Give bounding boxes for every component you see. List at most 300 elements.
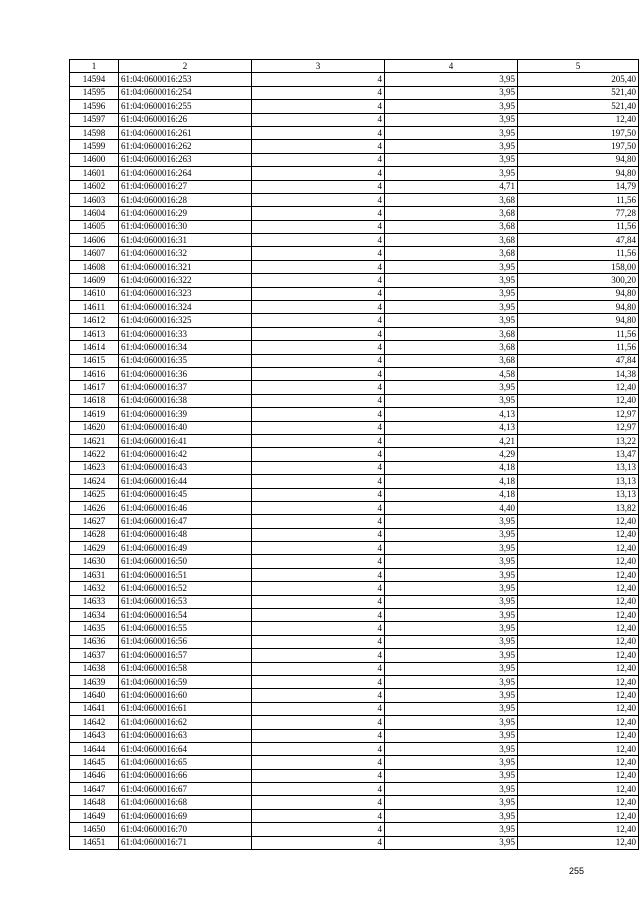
- column-5-cell: 12,40: [518, 809, 639, 822]
- cadastral-number-cell: 61:04:0600016:67: [119, 783, 252, 796]
- cadastral-number-cell: 61:04:0600016:35: [119, 354, 252, 367]
- cadastral-number-cell: 61:04:0600016:64: [119, 742, 252, 755]
- table-row: [70, 702, 639, 715]
- row-number-cell: 14647: [70, 783, 119, 796]
- column-5-cell: 12,40: [518, 716, 639, 729]
- column-3-cell: 4: [252, 609, 385, 622]
- column-3-cell: 4: [252, 756, 385, 769]
- column-4-cell: 3,95: [385, 568, 518, 581]
- column-3-cell: 4: [252, 207, 385, 220]
- column-4-cell: 3,95: [385, 742, 518, 755]
- column-3-cell: 4: [252, 542, 385, 555]
- column-4-cell: 3,95: [385, 542, 518, 555]
- column-5-cell: 13,13: [518, 461, 639, 474]
- row-number-cell: 14596: [70, 100, 119, 113]
- column-5-cell: 12,40: [518, 689, 639, 702]
- column-5-cell: 12,40: [518, 756, 639, 769]
- row-number-cell: 14603: [70, 193, 119, 206]
- column-3-cell: 4: [252, 675, 385, 688]
- column-3-cell: 4: [252, 595, 385, 608]
- row-number-cell: 14639: [70, 675, 119, 688]
- column-header-2: 2: [119, 60, 252, 73]
- table-row: [70, 461, 639, 474]
- table-row: [70, 488, 639, 501]
- cadastral-number-cell: 61:04:0600016:30: [119, 220, 252, 233]
- cadastral-number-cell: 61:04:0600016:63: [119, 729, 252, 742]
- table-row: [70, 408, 639, 421]
- cadastral-number-cell: 61:04:0600016:70: [119, 823, 252, 836]
- column-4-cell: 3,95: [385, 555, 518, 568]
- column-5-cell: 13,13: [518, 488, 639, 501]
- table-row: [70, 675, 639, 688]
- row-number-cell: 14599: [70, 140, 119, 153]
- column-3-cell: 4: [252, 193, 385, 206]
- column-3-cell: 4: [252, 260, 385, 273]
- column-3-cell: 4: [252, 783, 385, 796]
- cadastral-number-cell: 61:04:0600016:253: [119, 73, 252, 86]
- column-header-3: 3: [252, 60, 385, 73]
- column-5-cell: 300,20: [518, 274, 639, 287]
- column-5-cell: 47,84: [518, 234, 639, 247]
- column-4-cell: 3,95: [385, 301, 518, 314]
- table-row: [70, 475, 639, 488]
- column-4-cell: 3,95: [385, 274, 518, 287]
- column-4-cell: 3,95: [385, 729, 518, 742]
- column-5-cell: 11,56: [518, 220, 639, 233]
- cadastral-number-cell: 61:04:0600016:262: [119, 140, 252, 153]
- column-3-cell: 4: [252, 635, 385, 648]
- table-row: [70, 167, 639, 180]
- row-number-cell: 14609: [70, 274, 119, 287]
- row-number-cell: 14622: [70, 448, 119, 461]
- cadastral-number-cell: 61:04:0600016:325: [119, 314, 252, 327]
- column-5-cell: 94,80: [518, 314, 639, 327]
- column-4-cell: 3,95: [385, 689, 518, 702]
- table-row: [70, 234, 639, 247]
- column-4-cell: 3,95: [385, 167, 518, 180]
- cadastral-number-cell: 61:04:0600016:34: [119, 341, 252, 354]
- cadastral-number-cell: 61:04:0600016:68: [119, 796, 252, 809]
- row-number-cell: 14630: [70, 555, 119, 568]
- column-4-cell: 4,13: [385, 408, 518, 421]
- column-5-cell: 11,56: [518, 247, 639, 260]
- table-row: [70, 434, 639, 447]
- cadastral-number-cell: 61:04:0600016:55: [119, 622, 252, 635]
- column-4-cell: 3,68: [385, 234, 518, 247]
- column-4-cell: 3,95: [385, 716, 518, 729]
- cadastral-number-cell: 61:04:0600016:50: [119, 555, 252, 568]
- column-3-cell: 4: [252, 274, 385, 287]
- column-5-cell: 12,40: [518, 595, 639, 608]
- cadastral-number-cell: 61:04:0600016:41: [119, 434, 252, 447]
- cadastral-number-cell: 61:04:0600016:48: [119, 528, 252, 541]
- row-number-cell: 14604: [70, 207, 119, 220]
- table-header-row: [70, 60, 639, 73]
- column-4-cell: 4,13: [385, 421, 518, 434]
- column-5-cell: 12,40: [518, 542, 639, 555]
- table-row: [70, 113, 639, 126]
- column-5-cell: 13,13: [518, 475, 639, 488]
- row-number-cell: 14645: [70, 756, 119, 769]
- cadastral-number-cell: 61:04:0600016:28: [119, 193, 252, 206]
- column-5-cell: 12,97: [518, 408, 639, 421]
- column-header-5: 5: [518, 60, 639, 73]
- column-4-cell: 3,95: [385, 515, 518, 528]
- column-header-1: 1: [70, 60, 119, 73]
- row-number-cell: 14632: [70, 582, 119, 595]
- column-3-cell: 4: [252, 153, 385, 166]
- column-5-cell: 12,40: [518, 609, 639, 622]
- column-4-cell: 3,95: [385, 675, 518, 688]
- row-number-cell: 14631: [70, 568, 119, 581]
- column-3-cell: 4: [252, 662, 385, 675]
- row-number-cell: 14649: [70, 809, 119, 822]
- column-3-cell: 4: [252, 86, 385, 99]
- cadastral-number-cell: 61:04:0600016:57: [119, 649, 252, 662]
- row-number-cell: 14601: [70, 167, 119, 180]
- row-number-cell: 14651: [70, 836, 119, 849]
- column-5-cell: 94,80: [518, 301, 639, 314]
- cadastral-number-cell: 61:04:0600016:32: [119, 247, 252, 260]
- column-3-cell: 4: [252, 381, 385, 394]
- column-3-cell: 4: [252, 100, 385, 113]
- cadastral-number-cell: 61:04:0600016:56: [119, 635, 252, 648]
- table-row: [70, 501, 639, 514]
- cadastral-number-cell: 61:04:0600016:37: [119, 381, 252, 394]
- cadastral-number-cell: 61:04:0600016:324: [119, 301, 252, 314]
- table-row: [70, 100, 639, 113]
- cadastral-number-cell: 61:04:0600016:52: [119, 582, 252, 595]
- row-number-cell: 14646: [70, 769, 119, 782]
- table-row: [70, 327, 639, 340]
- table-row: [70, 367, 639, 380]
- column-3-cell: 4: [252, 301, 385, 314]
- column-5-cell: 14,38: [518, 367, 639, 380]
- row-number-cell: 14650: [70, 823, 119, 836]
- column-3-cell: 4: [252, 475, 385, 488]
- table-row: [70, 260, 639, 273]
- table-row: [70, 555, 639, 568]
- column-4-cell: 3,95: [385, 528, 518, 541]
- cadastral-number-cell: 61:04:0600016:53: [119, 595, 252, 608]
- column-4-cell: 4,18: [385, 461, 518, 474]
- column-4-cell: 3,95: [385, 595, 518, 608]
- column-4-cell: 3,95: [385, 381, 518, 394]
- column-3-cell: 4: [252, 796, 385, 809]
- column-4-cell: 4,29: [385, 448, 518, 461]
- column-4-cell: 3,95: [385, 836, 518, 849]
- table-row: [70, 207, 639, 220]
- column-4-cell: 3,95: [385, 649, 518, 662]
- row-number-cell: 14648: [70, 796, 119, 809]
- cadastral-number-cell: 61:04:0600016:263: [119, 153, 252, 166]
- column-4-cell: 3,95: [385, 394, 518, 407]
- table-row: [70, 689, 639, 702]
- table-row: [70, 180, 639, 193]
- column-3-cell: 4: [252, 434, 385, 447]
- column-3-cell: 4: [252, 702, 385, 715]
- column-5-cell: 94,80: [518, 287, 639, 300]
- column-3-cell: 4: [252, 394, 385, 407]
- column-5-cell: 12,40: [518, 568, 639, 581]
- cadastral-number-cell: 61:04:0600016:71: [119, 836, 252, 849]
- table-row: [70, 153, 639, 166]
- table-row: [70, 595, 639, 608]
- table-row: [70, 783, 639, 796]
- row-number-cell: 14597: [70, 113, 119, 126]
- column-3-cell: 4: [252, 622, 385, 635]
- column-5-cell: 521,40: [518, 86, 639, 99]
- row-number-cell: 14620: [70, 421, 119, 434]
- column-3-cell: 4: [252, 247, 385, 260]
- row-number-cell: 14595: [70, 86, 119, 99]
- table-row: [70, 622, 639, 635]
- row-number-cell: 14640: [70, 689, 119, 702]
- column-3-cell: 4: [252, 689, 385, 702]
- row-number-cell: 14607: [70, 247, 119, 260]
- column-3-cell: 4: [252, 367, 385, 380]
- table-row: [70, 729, 639, 742]
- column-4-cell: 3,95: [385, 756, 518, 769]
- cadastral-number-cell: 61:04:0600016:38: [119, 394, 252, 407]
- column-5-cell: 12,40: [518, 836, 639, 849]
- column-3-cell: 4: [252, 836, 385, 849]
- column-4-cell: 3,95: [385, 314, 518, 327]
- column-5-cell: 12,40: [518, 528, 639, 541]
- column-4-cell: 3,95: [385, 582, 518, 595]
- column-5-cell: 77,28: [518, 207, 639, 220]
- cadastral-number-cell: 61:04:0600016:42: [119, 448, 252, 461]
- cadastral-number-cell: 61:04:0600016:47: [119, 515, 252, 528]
- column-5-cell: 12,40: [518, 622, 639, 635]
- column-5-cell: 12,40: [518, 582, 639, 595]
- row-number-cell: 14635: [70, 622, 119, 635]
- table-row: [70, 247, 639, 260]
- cadastral-number-cell: 61:04:0600016:254: [119, 86, 252, 99]
- table-row: [70, 341, 639, 354]
- column-4-cell: 3,95: [385, 140, 518, 153]
- row-number-cell: 14613: [70, 327, 119, 340]
- cadastral-number-cell: 61:04:0600016:264: [119, 167, 252, 180]
- table-row: [70, 193, 639, 206]
- column-4-cell: 3,95: [385, 260, 518, 273]
- column-3-cell: 4: [252, 354, 385, 367]
- cadastral-number-cell: 61:04:0600016:322: [119, 274, 252, 287]
- row-number-cell: 14627: [70, 515, 119, 528]
- table-row: [70, 274, 639, 287]
- column-3-cell: 4: [252, 528, 385, 541]
- cadastral-number-cell: 61:04:0600016:60: [119, 689, 252, 702]
- column-5-cell: 12,40: [518, 823, 639, 836]
- column-5-cell: 94,80: [518, 167, 639, 180]
- column-3-cell: 4: [252, 809, 385, 822]
- column-5-cell: 12,40: [518, 729, 639, 742]
- column-5-cell: 11,56: [518, 193, 639, 206]
- cadastral-number-cell: 61:04:0600016:65: [119, 756, 252, 769]
- column-5-cell: 11,56: [518, 327, 639, 340]
- row-number-cell: 14614: [70, 341, 119, 354]
- cadastral-number-cell: 61:04:0600016:61: [119, 702, 252, 715]
- column-5-cell: 12,40: [518, 662, 639, 675]
- row-number-cell: 14606: [70, 234, 119, 247]
- table-row: [70, 836, 639, 849]
- table-row: [70, 582, 639, 595]
- table-row: [70, 220, 639, 233]
- row-number-cell: 14633: [70, 595, 119, 608]
- column-4-cell: 3,95: [385, 796, 518, 809]
- column-4-cell: 4,40: [385, 501, 518, 514]
- table-row: [70, 73, 639, 86]
- column-4-cell: 3,95: [385, 609, 518, 622]
- cadastral-number-cell: 61:04:0600016:69: [119, 809, 252, 822]
- column-3-cell: 4: [252, 448, 385, 461]
- cadastral-number-cell: 61:04:0600016:58: [119, 662, 252, 675]
- column-3-cell: 4: [252, 287, 385, 300]
- column-4-cell: 3,68: [385, 193, 518, 206]
- row-number-cell: 14600: [70, 153, 119, 166]
- row-number-cell: 14642: [70, 716, 119, 729]
- table-row: [70, 354, 639, 367]
- column-4-cell: 3,95: [385, 769, 518, 782]
- column-3-cell: 4: [252, 180, 385, 193]
- table-row: [70, 421, 639, 434]
- cadastral-number-cell: 61:04:0600016:45: [119, 488, 252, 501]
- column-5-cell: 12,40: [518, 113, 639, 126]
- column-5-cell: 12,40: [518, 783, 639, 796]
- column-3-cell: 4: [252, 113, 385, 126]
- table-row: [70, 609, 639, 622]
- cadastral-number-cell: 61:04:0600016:46: [119, 501, 252, 514]
- column-4-cell: 3,95: [385, 113, 518, 126]
- row-number-cell: 14638: [70, 662, 119, 675]
- row-number-cell: 14610: [70, 287, 119, 300]
- column-5-cell: 197,50: [518, 126, 639, 139]
- table-row: [70, 394, 639, 407]
- table-body: [70, 73, 639, 850]
- column-5-cell: 13,22: [518, 434, 639, 447]
- column-3-cell: 4: [252, 234, 385, 247]
- row-number-cell: 14621: [70, 434, 119, 447]
- table-row: [70, 126, 639, 139]
- row-number-cell: 14626: [70, 501, 119, 514]
- table-row: [70, 301, 639, 314]
- column-4-cell: 3,95: [385, 86, 518, 99]
- column-4-cell: 3,68: [385, 207, 518, 220]
- column-3-cell: 4: [252, 568, 385, 581]
- cadastral-number-cell: 61:04:0600016:43: [119, 461, 252, 474]
- row-number-cell: 14641: [70, 702, 119, 715]
- column-3-cell: 4: [252, 742, 385, 755]
- column-3-cell: 4: [252, 729, 385, 742]
- row-number-cell: 14634: [70, 609, 119, 622]
- column-3-cell: 4: [252, 555, 385, 568]
- column-4-cell: 3,95: [385, 287, 518, 300]
- row-number-cell: 14617: [70, 381, 119, 394]
- column-4-cell: 3,68: [385, 354, 518, 367]
- cadastral-number-cell: 61:04:0600016:44: [119, 475, 252, 488]
- column-4-cell: 4,71: [385, 180, 518, 193]
- row-number-cell: 14624: [70, 475, 119, 488]
- page-number: 255: [568, 866, 584, 876]
- column-5-cell: 521,40: [518, 100, 639, 113]
- row-number-cell: 14625: [70, 488, 119, 501]
- row-number-cell: 14605: [70, 220, 119, 233]
- column-4-cell: 4,18: [385, 475, 518, 488]
- column-5-cell: 158,00: [518, 260, 639, 273]
- row-number-cell: 14598: [70, 126, 119, 139]
- column-5-cell: 12,40: [518, 649, 639, 662]
- column-4-cell: 3,95: [385, 126, 518, 139]
- cadastral-number-cell: 61:04:0600016:40: [119, 421, 252, 434]
- table-row: [70, 515, 639, 528]
- column-3-cell: 4: [252, 421, 385, 434]
- cadastral-number-cell: 61:04:0600016:39: [119, 408, 252, 421]
- data-table: [69, 59, 639, 850]
- column-4-cell: 3,95: [385, 823, 518, 836]
- table-row: [70, 568, 639, 581]
- row-number-cell: 14637: [70, 649, 119, 662]
- table-row: [70, 649, 639, 662]
- column-4-cell: 3,95: [385, 783, 518, 796]
- table-row: [70, 528, 639, 541]
- table-row: [70, 716, 639, 729]
- column-3-cell: 4: [252, 769, 385, 782]
- column-5-cell: 12,40: [518, 555, 639, 568]
- column-5-cell: 47,84: [518, 354, 639, 367]
- row-number-cell: 14594: [70, 73, 119, 86]
- column-3-cell: 4: [252, 515, 385, 528]
- row-number-cell: 14619: [70, 408, 119, 421]
- column-header-4: 4: [385, 60, 518, 73]
- column-4-cell: 3,95: [385, 153, 518, 166]
- table-row: [70, 635, 639, 648]
- column-4-cell: 4,18: [385, 488, 518, 501]
- column-3-cell: 4: [252, 73, 385, 86]
- row-number-cell: 14616: [70, 367, 119, 380]
- row-number-cell: 14612: [70, 314, 119, 327]
- column-3-cell: 4: [252, 408, 385, 421]
- table-row: [70, 314, 639, 327]
- row-number-cell: 14644: [70, 742, 119, 755]
- column-5-cell: 12,40: [518, 675, 639, 688]
- row-number-cell: 14628: [70, 528, 119, 541]
- table-row: [70, 742, 639, 755]
- column-4-cell: 3,68: [385, 327, 518, 340]
- table-row: [70, 381, 639, 394]
- column-4-cell: 3,68: [385, 247, 518, 260]
- column-5-cell: 12,40: [518, 742, 639, 755]
- column-3-cell: 4: [252, 488, 385, 501]
- column-4-cell: 3,95: [385, 635, 518, 648]
- cadastral-number-cell: 61:04:0600016:59: [119, 675, 252, 688]
- column-3-cell: 4: [252, 220, 385, 233]
- column-4-cell: 3,95: [385, 809, 518, 822]
- column-3-cell: 4: [252, 649, 385, 662]
- cadastral-number-cell: 61:04:0600016:261: [119, 126, 252, 139]
- column-3-cell: 4: [252, 716, 385, 729]
- column-5-cell: 12,97: [518, 421, 639, 434]
- cadastral-number-cell: 61:04:0600016:323: [119, 287, 252, 300]
- column-3-cell: 4: [252, 140, 385, 153]
- row-number-cell: 14615: [70, 354, 119, 367]
- cadastral-number-cell: 61:04:0600016:66: [119, 769, 252, 782]
- column-5-cell: 13,47: [518, 448, 639, 461]
- cadastral-number-cell: 61:04:0600016:51: [119, 568, 252, 581]
- table-row: [70, 796, 639, 809]
- row-number-cell: 14618: [70, 394, 119, 407]
- table-row: [70, 809, 639, 822]
- column-5-cell: 12,40: [518, 769, 639, 782]
